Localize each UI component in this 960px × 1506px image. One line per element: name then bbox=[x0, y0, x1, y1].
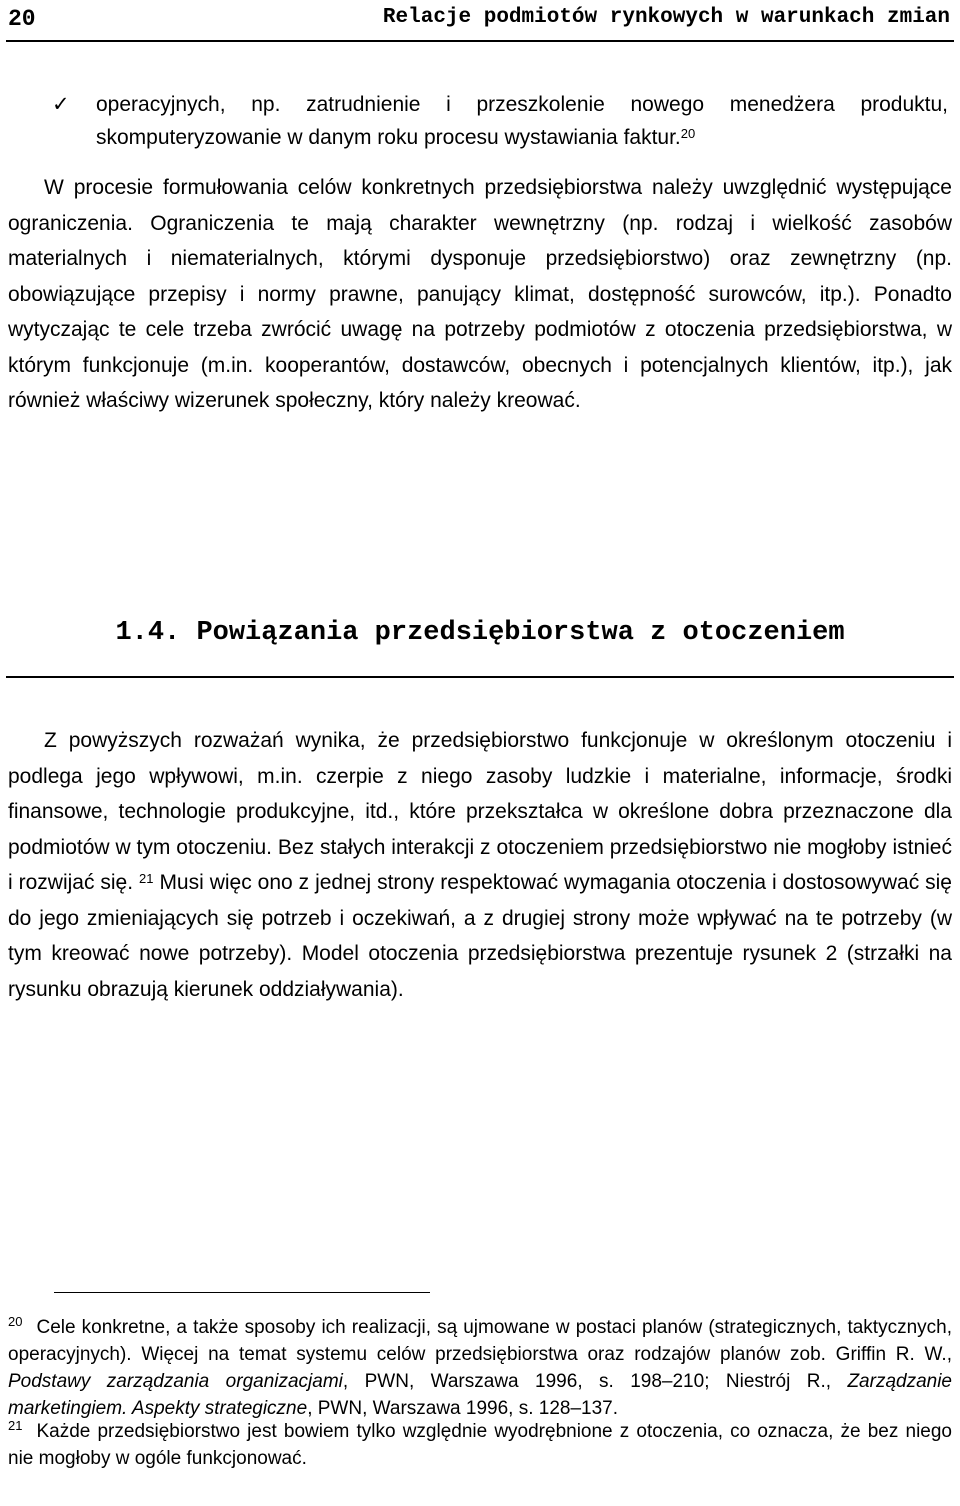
footnote-text: , PWN, Warszawa 1996, s. 128–137. bbox=[307, 1398, 619, 1419]
bullet-item bbox=[52, 88, 948, 154]
checkmark-icon: ✓ bbox=[52, 92, 70, 116]
footnote-book-title: Zarządzanie marketingiem. Aspekty strategiczne bbox=[8, 1371, 952, 1419]
page-number: 20 bbox=[8, 6, 36, 32]
footnote-ref-20[interactable]: 20 bbox=[680, 126, 696, 141]
section-rule bbox=[6, 676, 954, 678]
paragraph-environment bbox=[8, 723, 952, 1007]
paragraph-environment-part1: Z powyższych rozważań wynika, że przedsiębiorstwo funkcjonuje w określonym otoczeniu i podlega jego wpływowi, m.in. czerpie z niego zasoby ludzkie i materialne, informacje, środki finansowe, technologie produkcyjne, itd., które przekształca w określone dobra przeznaczone dla podmiotów w tym otoczeniu. Bez stałych interakcji z otoczeniem przedsiębiorstwo nie mogłoby istnieć i rozwijać się. bbox=[8, 729, 952, 894]
running-header bbox=[6, 0, 954, 44]
footnote-separator bbox=[54, 1292, 430, 1293]
footnote-number: 20 bbox=[8, 1314, 23, 1329]
footnote-text: Każde przedsiębiorstwo jest bowiem tylko względnie wyodrębnione z otoczenia, co oznacza, że bez niego nie mogłoby w ogóle funkcjonować. bbox=[8, 1421, 952, 1469]
bullet-text-content: operacyjnych, np. zatrudnienie i przeszkolenie nowego menedżera produktu, skomputeryzowanie w danym roku procesu wystawiania faktur. bbox=[96, 93, 948, 149]
footnote-text: , PWN, Warszawa 1996, s. 198–210; Niestrój R., bbox=[342, 1371, 848, 1392]
footnote-20 bbox=[8, 1314, 952, 1422]
footnote-21 bbox=[8, 1418, 952, 1472]
running-title: Relacje podmiotów rynkowych w warunkach zmian bbox=[382, 6, 950, 29]
paragraph-constraints: W procesie formułowania celów konkretnych przedsiębiorstwa należy uwzględnić występujące ograniczenia. Ograniczenia te mają charakter wewnętrzny (np. rodzaj i wielkość zasobów materialnych i niematerialnych, którymi dysponuje przedsiębiorstwo) oraz zewnętrzny (np. obowiązujące przepisy i normy prawne, panujący klimat, dostępność surowców, itp.). Ponadto wytyczając te cele trzeba zwrócić uwagę na potrzeby podmiotów z otoczenia przedsiębiorstwa, w którym funkcjonuje (m.in. kooperantów, dostawców, obecnych i potencjalnych klientów, itp.), jak również właściwy wizerunek społeczny, który należy kreować. bbox=[8, 176, 952, 412]
footnote-number: 21 bbox=[8, 1418, 23, 1433]
section-heading: 1.4. Powiązania przedsiębiorstwa z otoczeniem bbox=[115, 618, 845, 648]
header-rule bbox=[6, 40, 954, 42]
footnote-book-title: Podstawy zarządzania organizacjami bbox=[8, 1371, 343, 1392]
footnote-ref-21[interactable]: 21 bbox=[139, 871, 154, 886]
bullet-text bbox=[96, 88, 948, 154]
paragraph-environment-part2: Musi więc ono z jednej strony respektować wymagania otoczenia i dostosowywać się do jego zmieniających się potrzeb i oczekiwań, a z drugiej strony może wpływać na te potrzeby (w tym kreować nowe potrzeby). Model otoczenia przedsiębiorstwa prezentuje rysunek 2 (strzałki na rysunku obrazują kierunek oddziaływania). bbox=[8, 871, 952, 1001]
footnote-text: Cele konkretne, a także sposoby ich realizacji, są ujmowane w postaci planów (strategicznych, taktycznych, operacyjnych). Więcej na temat systemu celów przedsiębiorstwa oraz rodzajów planów zob. Griffin R. W., bbox=[8, 1317, 952, 1365]
